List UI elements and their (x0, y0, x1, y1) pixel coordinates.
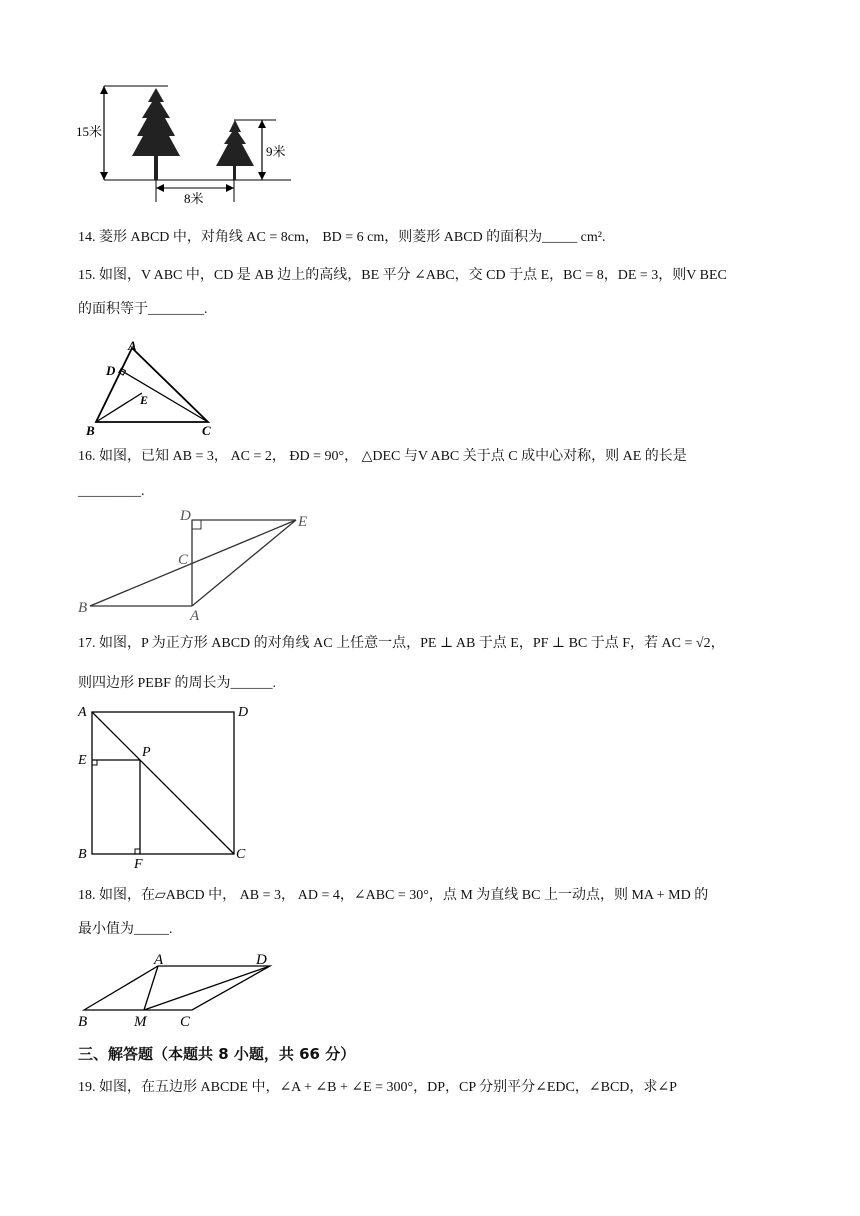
question-17-line2: 则四边形 PEBF 的周长为______. (78, 676, 276, 691)
point-e-label: E (140, 393, 149, 407)
point-d-label: D (256, 952, 267, 968)
point-c-label: C (180, 1014, 191, 1030)
point-d-label: D (238, 705, 249, 720)
point-c-label: C (178, 552, 189, 568)
section-3-heading: 三、解答题（本题共 8 小题，共 66 分） (78, 1045, 356, 1063)
point-b-label: B (78, 847, 87, 862)
arrow-down-icon (100, 172, 108, 180)
point-d-label: D (106, 363, 116, 378)
question-19: 19. 如图，在五边形 ABCDE 中，∠A + ∠B + ∠E = 300°，DP，CP 分别平分∠EDC，∠BCD，求∠P (78, 1080, 677, 1095)
point-b-label: B (86, 423, 95, 438)
arrow-up-icon (100, 86, 108, 94)
short-height-label: 9米 (266, 144, 286, 159)
question-15-line2: 的面积等于________. (78, 302, 208, 317)
point-e-label: E (78, 753, 87, 768)
question-18-line1: 18. 如图，在▱ABCD 中， AB = 3， AD = 4，∠ABC = 30°，点 M 为直线 BC 上一动点，则 MA + MD 的 (78, 888, 709, 903)
trees-figure (76, 78, 296, 208)
q17-square-figure (74, 700, 264, 870)
question-18-line2: 最小值为_____. (78, 922, 173, 937)
question-17-line1: 17. 如图，P 为正方形 ABCD 的对角线 AC 上任意一点，PE ⊥ AB 于点 E，PF ⊥ BC 于点 F，若 AC = √2， (78, 636, 725, 651)
point-p-label: P (142, 745, 151, 760)
q15-triangle-figure (82, 338, 222, 438)
question-16-line2: _________. (78, 484, 145, 499)
gap-label: 8米 (184, 191, 204, 206)
question-14: 14. 菱形 ABCD 中，对角线 AC = 8cm， BD = 6 cm，则菱形 ABCD 的面积为_____ cm². (78, 230, 606, 245)
q18-parallelogram-figure (74, 948, 284, 1030)
q16-symmetry-figure (76, 504, 326, 624)
point-b-label: B (78, 600, 88, 616)
tall-height-label: 15米 (76, 124, 103, 139)
point-m-label: M (134, 1014, 147, 1030)
point-a-label: A (154, 952, 164, 968)
point-a-label: A (78, 705, 87, 720)
point-a-label: A (190, 608, 200, 624)
point-c-label: C (236, 847, 246, 862)
point-a-label: A (128, 338, 137, 353)
tall-tree-icon (132, 88, 180, 156)
point-c-label: C (202, 423, 211, 438)
point-e-label: E (298, 514, 308, 530)
question-16-line1: 16. 如图，已知 AB = 3， AC = 2， ÐD = 90°， △DEC 与V ABC 关于点 C 成中心对称，则 AE 的长是 (78, 449, 687, 464)
short-tree-icon (216, 120, 254, 166)
point-d-label: D (180, 508, 191, 524)
point-f-label: F (134, 857, 143, 870)
point-b-label: B (78, 1014, 88, 1030)
question-15-line1: 15. 如图，V ABC 中，CD 是 AB 边上的高线，BE 平分 ∠ABC，交 CD 于点 E，BC = 8，DE = 3，则V BEC (78, 268, 727, 283)
